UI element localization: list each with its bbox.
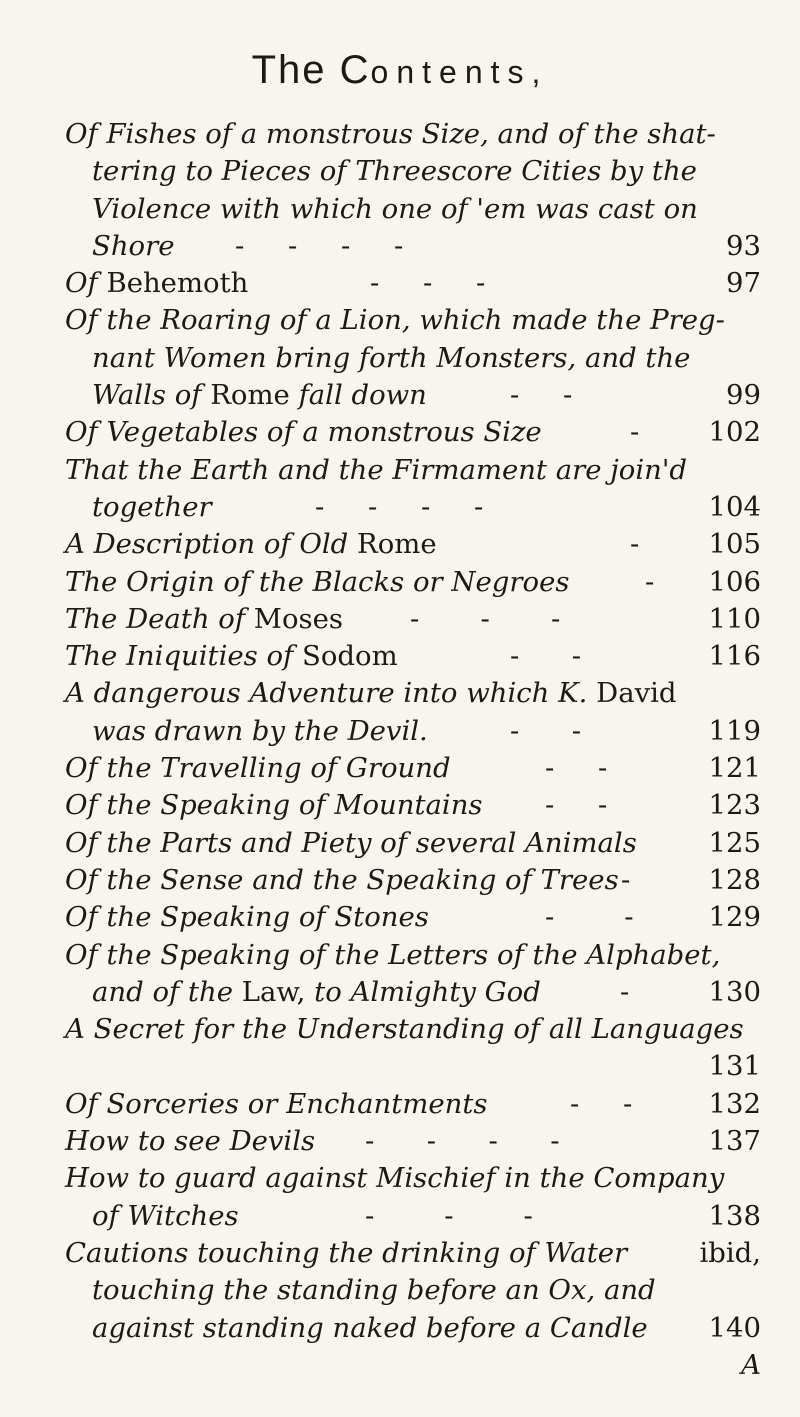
toc-entry: A Description of Old Rome - 105 [65, 526, 761, 563]
toc-line: Of Fishes of a monstrous Size, and of the shat- [65, 118, 716, 150]
page-number: 116 [708, 640, 761, 673]
toc-entry: Of the Sense and the Speaking of Trees - 128 [65, 862, 761, 899]
toc-entry: Of Sorceries or Enchantments - - 132 [65, 1086, 761, 1123]
toc-line: Cautions touching the drinking of Water ibid, [65, 1235, 761, 1272]
page-number: 137 [708, 1125, 761, 1158]
running-head-initial: The C [251, 48, 371, 92]
page-number: 102 [708, 416, 761, 449]
page-number: 93 [726, 229, 761, 262]
toc-line: Of the Speaking of the Letters of the Alphabet, [65, 938, 721, 971]
running-head [0, 48, 800, 93]
page-number: 140 [708, 1311, 761, 1344]
catchword: A [741, 1348, 761, 1381]
contents-list [65, 116, 761, 1384]
toc-entry: Of the Parts and Piety of several Animals 125 [65, 825, 761, 862]
page-number: 99 [726, 379, 761, 412]
page-number: 104 [708, 490, 761, 523]
page-number-ibid: ibid, [699, 1236, 761, 1269]
toc-entry: Of the Speaking of Stones - - 129 [65, 899, 761, 936]
toc-entry: Of the Speaking of Mountains - - 123 [65, 787, 761, 824]
toc-line: Violence with which one of 'em was cast on [92, 192, 698, 225]
toc-entry-last-line: was drawn by the Devil. - - 119 [65, 713, 761, 750]
toc-entry: How to see Devils - - - - 137 [65, 1123, 761, 1160]
page-number: 129 [708, 901, 761, 934]
toc-entry-last-line [65, 1048, 761, 1085]
page-number: 132 [708, 1087, 761, 1120]
page-number: 131 [708, 1050, 761, 1083]
toc-line: How to guard against Mischief in the Company [65, 1162, 725, 1195]
catchword-line [65, 1347, 761, 1384]
toc-entry: The Origin of the Blacks or Negroes - 106 [65, 564, 761, 601]
page-number: 106 [708, 565, 761, 598]
toc-entry: Of Behemoth - - - 97 [65, 265, 761, 302]
toc-line: That the Earth and the Firmament are join'd [65, 453, 688, 486]
toc-entry-last-line: Walls of Rome fall down - - 99 [65, 377, 761, 414]
page-number: 105 [708, 528, 761, 561]
toc-line: Of the Roaring of a Lion, which made the Preg- [65, 304, 725, 337]
toc-line: A dangerous Adventure into which K. David [65, 677, 677, 710]
page-number: 138 [708, 1199, 761, 1232]
toc-entry-last-line: and of the Law, to Almighty God - 130 [65, 974, 761, 1011]
page-number: 97 [726, 267, 761, 300]
toc-entry: The Iniquities of Sodom - - 116 [65, 638, 761, 675]
page-number: 128 [708, 863, 761, 896]
toc-line: A Secret for the Understanding of all Languages [65, 1013, 744, 1046]
toc-entry-last-line: together - - - - 104 [65, 489, 761, 526]
toc-entry: Of the Travelling of Ground - - 121 [65, 750, 761, 787]
toc-line: touching the standing before an Ox, and [92, 1274, 656, 1307]
toc-line: nant Women bring forth Monsters, and the [92, 341, 691, 374]
running-head-rest: ontents, [370, 54, 549, 90]
page-number: 121 [708, 752, 761, 785]
page-number: 110 [708, 602, 761, 635]
page-number: 119 [708, 714, 761, 747]
page-number: 125 [708, 826, 761, 859]
toc-entry: Of Vegetables of a monstrous Size - 102 [65, 414, 761, 451]
page-number: 123 [708, 789, 761, 822]
toc-entry-last-line: against standing naked before a Candle 140 [65, 1310, 761, 1347]
toc-entry: The Death of Moses - - - 110 [65, 601, 761, 638]
toc-entry-last-line: Shore - - - - 93 [65, 228, 761, 265]
page-number: 130 [708, 975, 761, 1008]
toc-entry-last-line: of Witches - - - 138 [65, 1198, 761, 1235]
toc-line: tering to Pieces of Threescore Cities by the [92, 155, 697, 188]
